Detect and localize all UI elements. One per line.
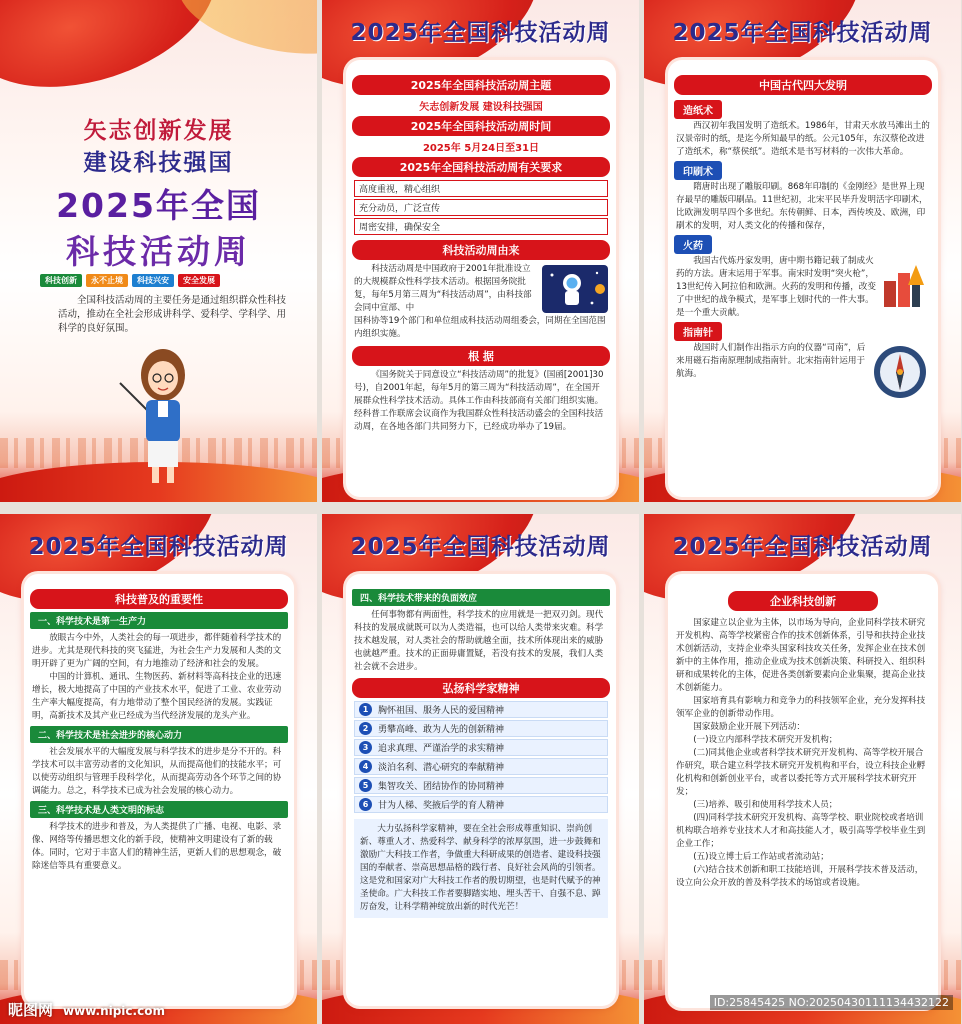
enterprise-paragraph: (六)结合技术创新和职工技能培训，开展科学技术普及活动，设立向公众开放的普及科学技术的场馆或者设施。 — [676, 865, 924, 888]
teacher-illustration — [118, 345, 208, 485]
basis-heading: 根 据 — [352, 346, 610, 366]
watermark-id: ID:25845425 NO:20250430111134432122 — [710, 995, 953, 1010]
compass-icon — [872, 344, 928, 400]
spirit-label: 胸怀祖国、服务人民的爱国精神 — [378, 706, 505, 716]
panel-title: 2025年全国科技活动周 — [350, 20, 611, 46]
negative-effects-heading: 四、科学技术带来的负面效应 — [352, 589, 610, 606]
number-badge: 2 — [359, 722, 372, 735]
invention-tag-paper: 造纸术 — [674, 100, 722, 119]
spirit-heading: 弘扬科学家精神 — [352, 678, 610, 698]
spirit-label: 淡泊名利、潜心研究的奉献精神 — [378, 763, 505, 773]
panel-enterprise — [644, 514, 961, 1024]
enterprise-paragraph: (一)设立内部科学技术研究开发机构； — [693, 735, 838, 745]
popularization-heading: 科技普及的重要性 — [30, 589, 288, 609]
inventions-heading: 中国古代四大发明 — [674, 75, 932, 95]
invention-text-gunpowder: 我国古代炼丹家发明，唐中期书籍记载了制成火药的方法。唐末运用于军事。南宋时发明“突火枪”，13世纪传入阿拉伯和欧洲。火药的发明和传播，改变了中世纪的战争模式，是军事上划时代的一件大事。是一个重大贡献。 — [676, 256, 876, 318]
enterprise-paragraph: (三)培养、吸引和使用科学技术人员； — [693, 800, 838, 810]
spirit-label: 甘为人梯、奖掖后学的育人精神 — [378, 801, 505, 811]
negative-effects-text: 任何事物都有两面性，科学技术的应用就是一把双刃剑。现代科技的发展成就既可以为人类造福，也可以给人类带来灾难。科学技术越发展，对人类社会的帮助就越全面，技术所体现出来的威胁也就越严重。技术的正面毋庸置疑，若没有技术的发展，我们人类社会就不会进步。 — [354, 610, 604, 672]
panel-spirit — [322, 514, 639, 1024]
cover-title-2: 科技活动周 — [66, 232, 251, 271]
section-paragraph: 中国的计算机、通讯、生物医药、新材料等高科技企业的迅速增长，极大地提高了中国的产业技术水平，促进了工业、农业劳动生产率大幅度提高，有力地带动了整个国民经济的发展。实践证明，高新技术及其产业已经成为当代经济发展的龙头产业。 — [32, 672, 282, 721]
gold-ribbon-decor — [170, 0, 317, 70]
content-card — [668, 574, 938, 1008]
panel-title: 2025年全国科技活动周 — [28, 534, 289, 560]
number-badge: 4 — [359, 760, 372, 773]
content-card — [346, 574, 616, 1006]
invention-text-compass: 战国时人们制作出指示方向的仪器“司南”，后来用磁石指南原理制成指南针。北宋指南针运用于航海。 — [676, 343, 866, 379]
origin-text-a: 科技活动周是中国政府于2001年批准设立的大规模群众性科学技术活动。根据国务院批复，每年5月第三周为“科技活动周”，由科技部会同中宣部、中 — [354, 264, 532, 313]
origin-heading: 科技活动周由来 — [352, 240, 610, 260]
theme-heading: 2025年全国科技活动周主题 — [352, 75, 610, 95]
theme-text: 矢志创新发展 建设科技强国 — [419, 102, 543, 113]
astronaut-illustration — [542, 265, 608, 313]
spirit-item — [354, 777, 608, 794]
spirit-item — [354, 720, 608, 737]
panel-title: 2025年全国科技活动周 — [672, 534, 933, 560]
slogan-line-1: 矢志创新发展 — [83, 118, 234, 144]
requirements-heading: 2025年全国科技活动周有关要求 — [352, 157, 610, 177]
invention-tag-gunpowder: 火药 — [674, 235, 712, 254]
spirit-item — [354, 796, 608, 813]
number-badge: 1 — [359, 703, 372, 716]
spirit-item — [354, 758, 608, 775]
number-badge: 3 — [359, 741, 372, 754]
basis-text: 《国务院关于同意设立“科技活动周”的批复》(国函[2001]30号)，自2001年起，每年5月的第三周为“科技活动周”，在全国开展群众性科学技术活动。具体工作由科技部商有关部门组织实施。经科普工作联席会议商作为我国群众性科技活动盛会的全国科技活动周，在各地各部门共同努力下，已经成功举办了19届。 — [354, 370, 604, 432]
spirit-paragraph: 大力弘扬科学家精神，要在全社会形成尊重知识、崇尚创新、尊重人才、热爱科学、献身科学的浓厚氛围，进一步鼓舞和激励广大科技工作者，争做重大科研成果的创造者、建设科技强国的奉献者、崇高思想品格的践行者、良好社会风尚的引领者。这是党和国家对广大科技工作者的殷切期望，也是时代赋予的神圣使命。广大科技工作者要脚踏实地、埋头苦干、自强不息、踔厉奋发，让科学精神绽放出新的时代光芒！ — [360, 824, 601, 912]
panel-cover — [0, 0, 317, 502]
enterprise-paragraph: 国家鼓励企业开展下列活动： — [693, 722, 805, 732]
time-text: 2025年 5月24日至31日 — [422, 143, 540, 154]
section-heading: 一、科学技术是第一生产力 — [30, 612, 288, 629]
watermark-url: www.nipic.com — [63, 1004, 165, 1018]
section-paragraph: 科学技术的进步和普及，为人类提供了广播、电视、电影、录像、网络等传播思想文化的新手段，使精神文明建设有了新的载体。同时，它对于丰富人们的精神生活，更新人们的思想观念，破除迷信等具有重要意义。 — [32, 822, 282, 871]
enterprise-paragraph: 国家培育具有影响力和竞争力的科技领军企业，充分发挥科技领军企业的创新带动作用。 — [676, 696, 926, 719]
spirit-label: 勇攀高峰、敢为人先的创新精神 — [378, 725, 505, 735]
cover-title-1: 2025年全国 — [56, 186, 261, 225]
enterprise-paragraph: 国家建立以企业为主体，以市场为导向，企业同科学技术研究开发机构、高等学校紧密合作的技术创新体系，引导和扶持企业技术创新活动，支持企业牵头国家科技攻关任务，发挥企业在技术创新中的主体作用，推动企业成为技术创新决策、科研投入、组织科研和成果转化的主体，促进各类创新要素向企业集聚，提高企业技术创新能力。 — [676, 618, 926, 693]
time-heading: 2025年全国科技活动周时间 — [352, 116, 610, 136]
spirit-item — [354, 739, 608, 756]
panel-title: 2025年全国科技活动周 — [350, 534, 611, 560]
spirit-label: 追求真理、严谨治学的求实精神 — [378, 744, 505, 754]
panel-popularization — [0, 514, 317, 1024]
rocket-illustration — [878, 259, 930, 311]
enterprise-paragraph: (五)设立博士后工作站或者流动站； — [693, 852, 829, 862]
content-card — [668, 60, 938, 497]
content-card — [24, 574, 294, 1006]
number-badge: 5 — [359, 779, 372, 792]
origin-text-b: 国科协等19个部门和单位组成科技活动周组委会，同期在全国范围内组织实施。 — [354, 316, 606, 339]
cover-description: 全国科技活动周的主要任务是通过组织群众性科技活动，推动在全社会形成讲科学、爱科学、学科学、用科学的良好氛围。 — [58, 295, 287, 334]
enterprise-paragraph: (四)同科学技术研究开发机构、高等学校、职业院校或者培训机构联合培养专业技术人才和高技能人才，吸引高等学校毕业生到企业工作； — [676, 813, 926, 849]
panel-inventions — [644, 0, 961, 502]
tag-badge: 永不止境 — [86, 274, 128, 287]
section-heading: 二、科学技术是社会进步的核心动力 — [30, 726, 288, 743]
content-card — [346, 60, 616, 497]
section-paragraph: 放眼古今中外，人类社会的每一项进步，都伴随着科学技术的进步。尤其是现代科技的突飞猛进，为社会生产力发展和人类的文明开辟了更为广阔的空间，有力地推动了经济和社会的发展。 — [32, 633, 282, 669]
invention-text-printing: 隋唐时出现了雕版印刷。868年印制的《金刚经》是世界上现存最早的雕版印刷品。11世纪初，北宋平民毕升发明活字印刷术，比欧洲发明早四个多世纪。东传朝鲜、日本，西传埃及、欧洲，印刷术的发明，对人类文化的传播和保存， — [676, 182, 928, 231]
invention-text-paper: 西汉初年我国发明了造纸术。1986年，甘肃天水放马滩出土的汉景帝时的纸，是迄今所知最早的纸。公元105年，东汉蔡伦改进了造纸术，称“蔡侯纸”。造纸术是书写材料的一次伟大革命。 — [676, 121, 930, 157]
spirit-paragraph-box — [354, 819, 608, 918]
tag-badge: 安全发展 — [178, 274, 220, 287]
enterprise-paragraph: (二)同其他企业或者科学技术研究开发机构、高等学校开展合作研究，联合建立科学技术研究开发机构和平台，设立科技企业孵化机构和创新创业平台，或者以委托等方式开展科学技术研究开发； — [676, 748, 926, 797]
requirement-item: 周密安排，确保安全 — [354, 218, 608, 235]
tag-badge: 科技创新 — [40, 274, 82, 287]
requirement-item: 高度重视，精心组织 — [354, 180, 608, 197]
number-badge: 6 — [359, 798, 372, 811]
enterprise-heading: 企业科技创新 — [728, 591, 878, 611]
section-paragraph: 社会发展水平的大幅度发展与科学技术的进步是分不开的。科学技术可以丰富劳动者的文化知识，从而提高他们的技能水平；可以使劳动组织与管理手段科学化，从而提高劳动各个环节之间的协调能力。总之，科学技术已成为社会发展的核心动力。 — [32, 747, 282, 796]
tag-badge: 科技兴安 — [132, 274, 174, 287]
slogan-line-2: 建设科技强国 — [83, 150, 234, 176]
invention-tag-compass: 指南针 — [674, 322, 722, 341]
requirement-item: 充分动员，广泛宣传 — [354, 199, 608, 216]
section-heading: 三、科学技术是人类文明的标志 — [30, 801, 288, 818]
spirit-item — [354, 701, 608, 718]
panel-title: 2025年全国科技活动周 — [672, 20, 933, 46]
watermark-brand — [8, 999, 165, 1020]
invention-tag-printing: 印刷术 — [674, 161, 722, 180]
spirit-label: 集智攻关、团结协作的协同精神 — [378, 782, 505, 792]
watermark-brand-name: 昵图网 — [8, 1001, 54, 1019]
panel-theme — [322, 0, 639, 502]
cover-tags — [40, 274, 290, 287]
